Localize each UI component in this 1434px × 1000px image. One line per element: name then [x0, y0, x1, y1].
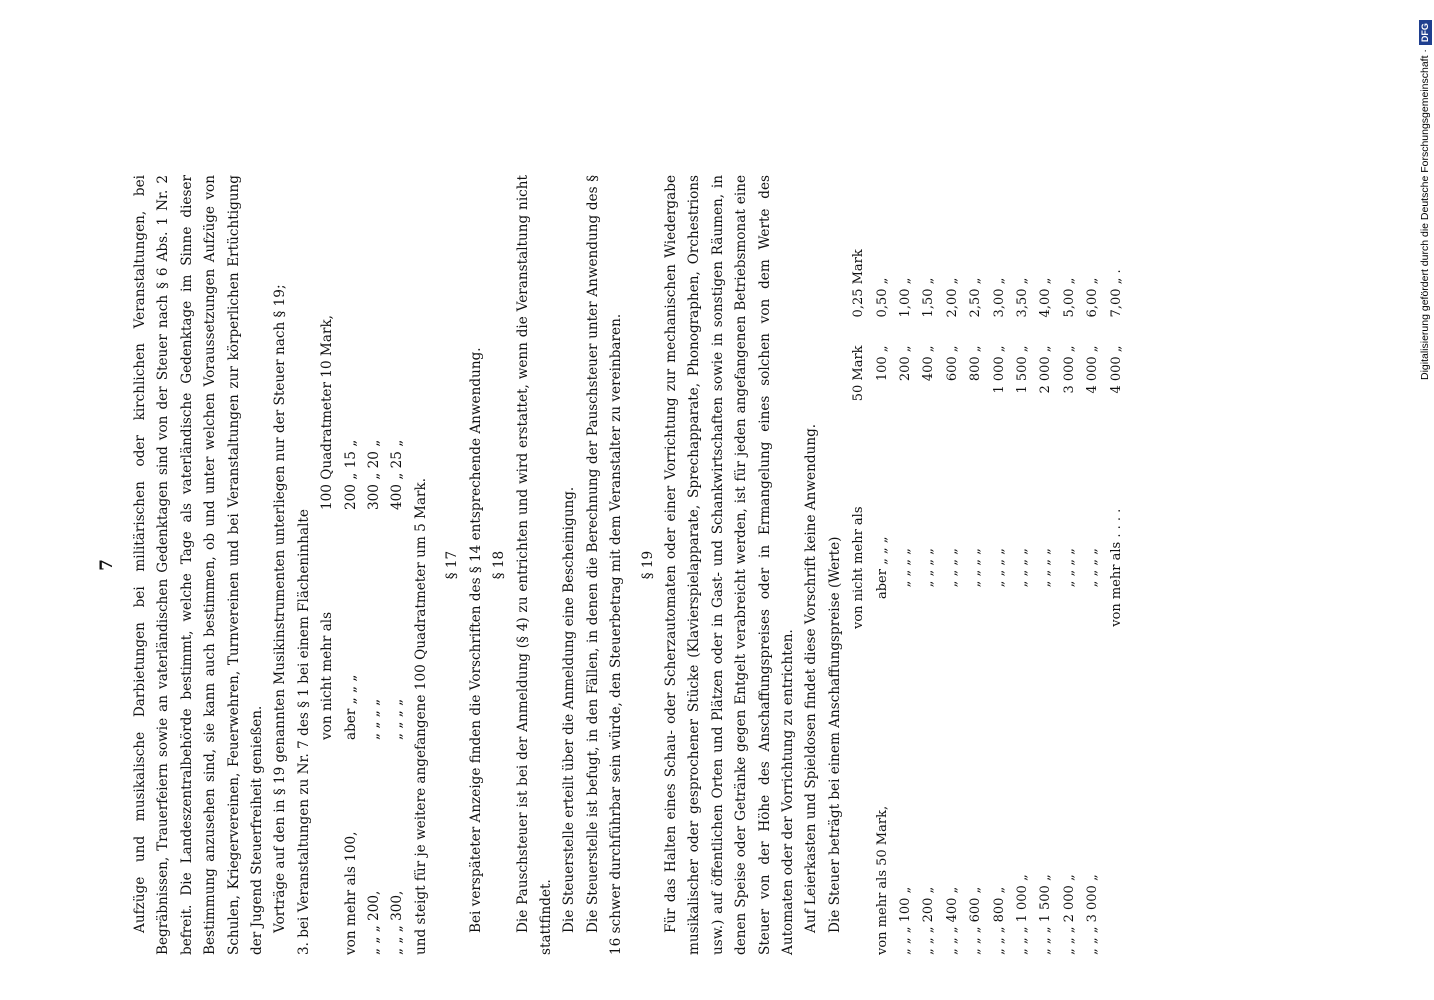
fee-row [847, 175, 870, 955]
fee-amount: 2,00 „ [944, 277, 960, 318]
fee-limit: 3 000 „ [1061, 345, 1077, 394]
area-from: „ „ „ 300, [389, 890, 406, 955]
fee-amount: 1,00 „ [898, 277, 913, 318]
section-18-heading: § 18 [491, 550, 508, 580]
area-to: „ „ „ „ [366, 698, 383, 740]
area-row [316, 175, 339, 955]
fee-row [1081, 175, 1104, 955]
fee-limit: 200 „ [898, 345, 913, 382]
fee-from [1105, 681, 1128, 955]
area-tail: und steigt für je weitere angefangene 100 Quadratmeter um 5 Mark. [412, 477, 429, 955]
fee-row [1058, 175, 1081, 955]
fee-from: „ „ „ 100 „ [898, 886, 913, 955]
fee-row [894, 175, 917, 955]
fee-to: „ „ „ „ [1061, 548, 1077, 588]
section-17-heading: § 17 [444, 550, 461, 580]
fee-to: „ „ „ „ [968, 548, 984, 588]
section-18-paragraph: Die Pauschsteuer ist bei der Anmeldung (§ 4) zu entrichten und wird erstattet, wenn die Veranstaltung nicht stattfindet. [514, 175, 554, 955]
fee-limit: 4 000 „ [1085, 345, 1101, 394]
page-number: 7 [97, 559, 117, 571]
fee-row [1011, 175, 1034, 955]
fee-amount: 5,00 „ [1061, 277, 1077, 318]
rotated-page [95, 175, 1124, 955]
section-18-paragraph: Die Steuerstelle ist befugt, in den Fällen, in denen die Berechnung der Pauschsteuer unter Anwendung des § 16 schwer durchführbar sein würde, den Steuerbetrag mit dem Veranstalter zu vereinbaren. [584, 175, 625, 955]
area-limit-fee: 100 Quadratmeter 10 Mark, [319, 315, 336, 510]
fee-limit: 600 „ [944, 345, 960, 382]
fee-to: „ „ „ „ [1015, 548, 1031, 588]
fee-limit: 4 000 „ [1108, 345, 1124, 394]
fee-amount: 1,50 „ [921, 277, 937, 318]
fee-row [988, 175, 1011, 955]
dfg-funding-banner [1418, 0, 1432, 380]
fee-amount: 7,00 „ . [1108, 269, 1124, 318]
fee-row [941, 175, 964, 955]
fee-table [847, 175, 1128, 955]
fee-limit: 1 500 „ [1015, 345, 1031, 394]
fee-amount: 4,00 „ [1038, 277, 1054, 318]
area-to: aber „ „ „ [342, 674, 359, 740]
paragraph-vortraege: Vorträge auf den in § 19 genannten Musikinstrumenten unterliegen nur der Steuer nach § 19; [272, 284, 289, 933]
fee-amount: 3,00 „ [991, 277, 1007, 318]
fee-from: „ „ „ 200 „ [921, 886, 937, 955]
fee-from: „ „ „ 1 000 „ [1015, 874, 1031, 955]
area-tax-table [316, 175, 410, 955]
fee-to: von nicht mehr als [851, 506, 867, 630]
fee-from: „ „ „ 400 „ [944, 886, 960, 955]
fee-amount: 2,50 „ [968, 277, 984, 318]
area-row [363, 175, 386, 955]
section-17-text: Bei verspäteter Anzeige finden die Vorschriften des § 14 entsprechende Anwendung. [467, 347, 484, 933]
section-19-heading: § 19 [639, 550, 656, 580]
area-limit-fee: 400 „ 25 „ [389, 439, 406, 510]
fee-limit: 100 „ [874, 345, 890, 382]
section-19-paragraph: Auf Leierkasten und Spieldosen findet diese Vorschrift keine Anwendung. [803, 423, 820, 933]
fee-limit: 800 „ [968, 345, 984, 382]
fee-amount: 0,50 „ [874, 277, 890, 318]
paragraph-aufzuege: Aufzüge und musikalische Darbietungen bei militärischen oder kirchlichen Veranstaltungen, bei Begräbnissen, Trauerfeiern sowie an vaterländischen Gedenktagen sind von der Steuer nach § 6 Abs. 1 Nr. 2 befreit. Die Landeszentralbehörde bestimmt, welche Tage als vaterländische Gedenktage im Sinne dieser Bestimmung anzusehen sind, sie kann auch bestimmen, ob und unter welchen Voraussetzungen Aufzüge von Schulen, Kriegervereinen, Feuerwehren, Turnvereinen und bei Veranstaltungen zur körperlichen Ertüchtigung der Jugend Steuerfreiheit genießen. [132, 175, 266, 955]
fee-row [917, 175, 940, 955]
fee-from: „ „ „ 600 „ [968, 886, 984, 955]
area-row [340, 175, 363, 955]
fee-from: „ „ „ 2 000 „ [1061, 874, 1077, 955]
fee-to: von mehr als . . . . [1108, 508, 1124, 627]
area-from: „ „ „ 200, [366, 890, 383, 955]
fee-amount: 3,50 „ [1015, 277, 1031, 318]
area-to: „ „ „ „ [389, 698, 406, 740]
area-from: von mehr als 100, [342, 831, 359, 955]
item-3-intro: 3. bei Veranstaltungen zu Nr. 7 des § 1 bei einem Flächeninhalte [295, 509, 312, 955]
banner-text: Digitalisierung gefördert durch die Deutsche Forschungsgemeinschaft · [1419, 49, 1431, 380]
fee-to: aber „ „ „ [874, 536, 890, 600]
fee-from: „ „ „ 800 „ [991, 886, 1007, 955]
area-row [386, 175, 409, 955]
fee-to: „ „ „ „ [1085, 548, 1101, 588]
fee-row [964, 175, 987, 955]
fee-from: „ „ „ 3 000 „ [1085, 874, 1101, 955]
fee-limit: 1 000 „ [991, 345, 1007, 394]
fee-row [1034, 175, 1057, 955]
fee-from [847, 681, 870, 955]
area-limit-fee: 300 „ 20 „ [366, 439, 383, 510]
fee-limit: 400 „ [921, 345, 937, 382]
fee-from: „ „ „ 1 500 „ [1038, 874, 1054, 955]
fee-amount: 0,25 Mark [851, 249, 867, 318]
section-19-paragraph: Für das Halten eines Schau- oder Scherzautomaten oder einer Vorrichtung zur mechanischen Wiedergabe musikalischer oder gesprochener Stücke (Klavierspielapparate, Sprechapparate, Phonographen, Orchestrions usw.) auf öffentlichen Orten und Plätzen oder in Gast- und Schankwirtschaften sowie in sonstigen Räumen, in denen Speise oder Getränke gegen Entgelt verabreicht werden, ist für jeden angefangenen Betriebsmonat eine Steuer von der Höhe des Anschaffungspreises oder in Ermangelung eines solchen von dem Werte des Automaten oder der Vorrichtung zu entrichten. [662, 175, 796, 955]
fee-from: von mehr als 50 Mark, [874, 805, 890, 955]
fee-to: „ „ „ „ [1038, 548, 1054, 588]
fee-to: „ „ „ „ [944, 548, 960, 588]
fee-to: „ „ „ „ [921, 548, 937, 588]
fee-limit: 50 Mark [851, 345, 867, 402]
fee-limit: 2 000 „ [1038, 345, 1054, 394]
fee-to: „ „ „ „ [898, 548, 913, 588]
fee-row [871, 175, 894, 955]
area-from [316, 740, 339, 955]
fee-to: „ „ „ „ [991, 548, 1007, 588]
dfg-logo-icon: DFG [1419, 20, 1432, 45]
area-to: von nicht mehr als [319, 611, 336, 740]
section-19-paragraph: Die Steuer beträgt bei einem Anschaffungspreise (Werte) [826, 536, 843, 933]
area-limit-fee: 200 „ 15 „ [342, 439, 359, 510]
fee-row [1105, 175, 1128, 955]
fee-amount: 6,00 „ [1085, 277, 1101, 318]
section-18-paragraph: Die Steuerstelle erteilt über die Anmeldung eine Bescheinigung. [561, 486, 578, 933]
